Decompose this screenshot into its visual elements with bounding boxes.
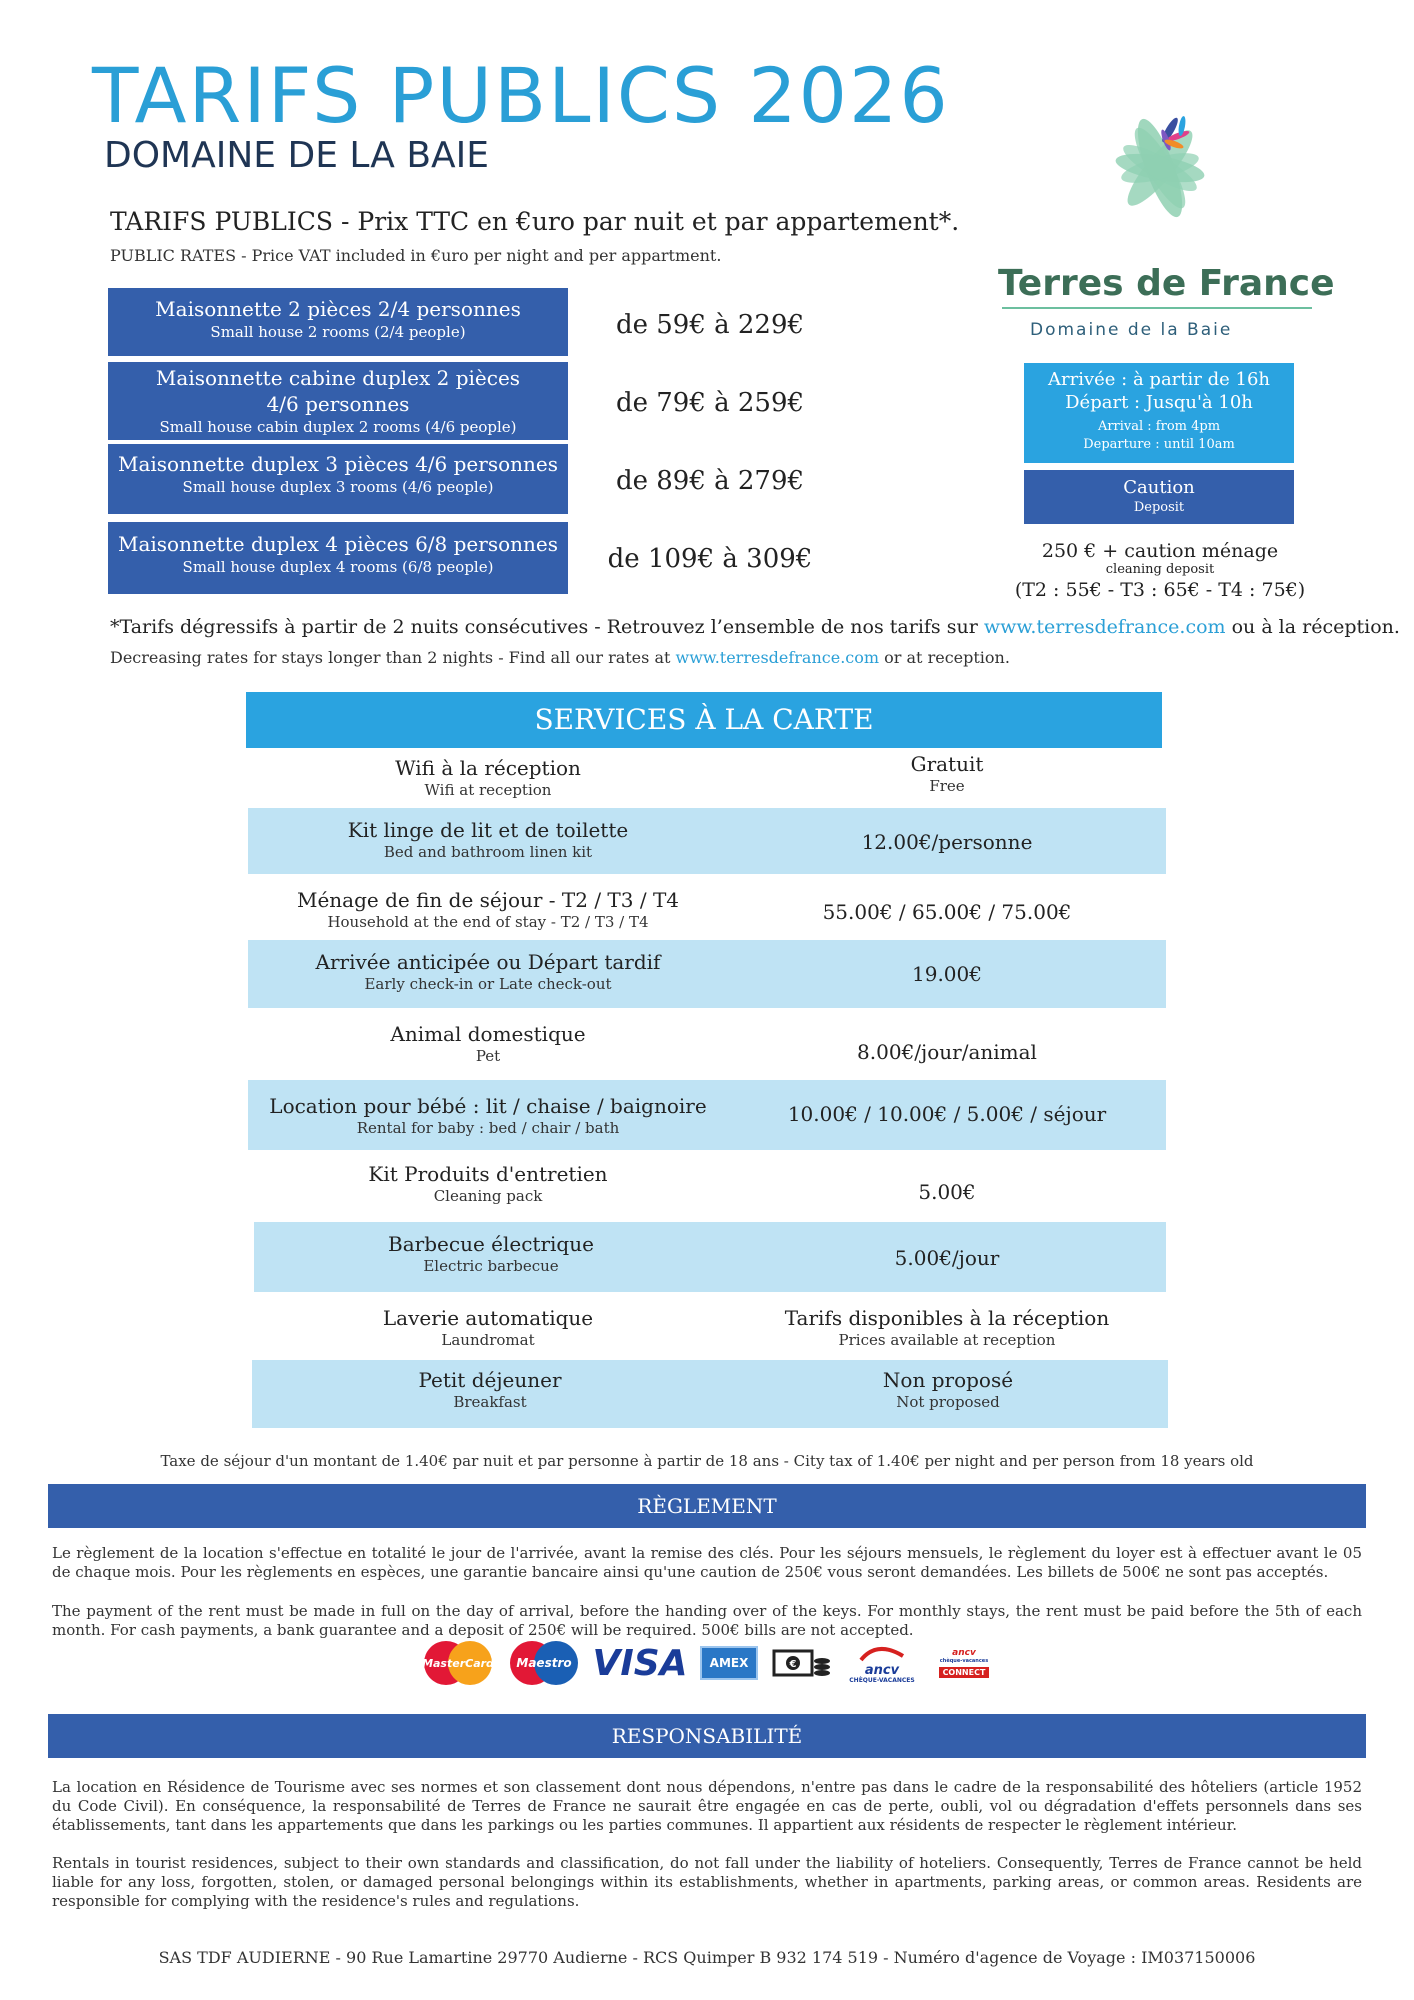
caution-label: Caution bbox=[1123, 477, 1195, 498]
unit-box bbox=[108, 444, 568, 514]
unit-name-line2: 4/6 personnes bbox=[266, 392, 410, 416]
departure-time-en: Departure : until 10am bbox=[1083, 437, 1235, 452]
service-name: Petit déjeuner bbox=[418, 1368, 562, 1392]
service-row bbox=[248, 1012, 1166, 1072]
amex-label: AMEX bbox=[700, 1646, 758, 1680]
caution-box bbox=[1024, 470, 1294, 524]
footnote-fr bbox=[110, 616, 1400, 638]
service-name-en: Wifi at reception bbox=[424, 781, 552, 799]
brand-divider bbox=[1002, 307, 1312, 309]
unit-name: Maisonnette duplex 4 pièces 6/8 personnes bbox=[117, 532, 558, 556]
responsabilite-en: Rentals in tourist residences, subject to their own standards and classification, do not fall under the liability of hoteliers. Consequently, Terres de France cannot be held liable for any loss, forgotten, stolen, or damaged personal belongings within its establishments, whether in apartments, parking areas, or common areas. Residents are responsible for complying with the residence's rules and regulations. bbox=[52, 1854, 1362, 1910]
ancv-connect-icon bbox=[934, 1640, 994, 1686]
unit-box bbox=[108, 522, 568, 594]
cash-icon bbox=[772, 1640, 832, 1686]
unit-name-en: Small house duplex 4 rooms (6/8 people) bbox=[182, 558, 494, 576]
unit-name-en: Small house cabin duplex 2 rooms (4/6 people) bbox=[159, 418, 517, 436]
visa-icon: VISA bbox=[592, 1642, 688, 1684]
service-name-en: Early check-in or Late check-out bbox=[364, 975, 612, 993]
connect-badge: CONNECT bbox=[939, 1667, 990, 1678]
reglement-en: The payment of the rent must be made in full on the day of arrival, before the handing over of the keys. For monthly stays, the rent must be paid before the 5th of each month. For cash payments, a bank guarantee and a deposit of 250€ will be required. 500€ bills are not accepted. bbox=[52, 1602, 1362, 1639]
service-name-en: Bed and bathroom linen kit bbox=[383, 843, 593, 861]
services-header: SERVICES À LA CARTE bbox=[246, 692, 1162, 748]
page-subtitle: DOMAINE DE LA BAIE bbox=[104, 135, 490, 176]
unit-price: de 109€ à 309€ bbox=[607, 544, 813, 574]
footnote-en-text: Decreasing rates for stays longer than 2 nights - Find all our rates at bbox=[110, 648, 676, 667]
service-name: Location pour bébé : lit / chaise / baignoire bbox=[269, 1094, 707, 1118]
service-price-en: Free bbox=[929, 777, 965, 795]
service-name: Ménage de fin de séjour - T2 / T3 / T4 bbox=[296, 888, 680, 912]
caution-label-en: Deposit bbox=[1133, 500, 1185, 515]
maestro-icon bbox=[506, 1640, 582, 1686]
service-row bbox=[248, 1080, 1166, 1150]
service-name-en: Household at the end of stay - T2 / T3 / T4 bbox=[327, 913, 649, 931]
deposit-amount: 250 € + caution ménage bbox=[1041, 540, 1279, 562]
service-row bbox=[248, 1296, 1166, 1358]
service-price-en: Not proposed bbox=[896, 1393, 1000, 1411]
ancv-label: ancv bbox=[864, 1662, 900, 1678]
unit-box bbox=[108, 288, 568, 356]
unit-name-en: Small house duplex 3 rooms (4/6 people) bbox=[182, 478, 494, 496]
rates-subtitle: PUBLIC RATES - Price VAT included in €uro per night and per appartment. bbox=[110, 246, 722, 265]
service-name: Animal domestique bbox=[390, 1022, 586, 1046]
service-price-en: Prices available at reception bbox=[838, 1331, 1056, 1349]
service-name: Laverie automatique bbox=[382, 1306, 594, 1330]
website-link[interactable]: www.terresdefrance.com bbox=[983, 616, 1226, 638]
ancv-connect-sub: chèque-vacances bbox=[939, 1658, 989, 1664]
footnote-en bbox=[110, 648, 1010, 667]
service-price: Non proposé bbox=[882, 1368, 1014, 1392]
service-name: Barbecue électrique bbox=[388, 1232, 594, 1256]
service-price: 10.00€ / 10.00€ / 5.00€ / séjour bbox=[787, 1102, 1107, 1126]
brand-name: Terres de France bbox=[998, 263, 1335, 304]
service-name-en: Cleaning pack bbox=[433, 1187, 543, 1205]
city-tax-note: Taxe de séjour d'un montant de 1.40€ par nuit et par personne à partir de 18 ans - City tax of 1.40€ per night and per person from 18 years old bbox=[160, 1452, 1254, 1470]
ancv-sub-label: CHÈQUE-VACANCES bbox=[849, 1676, 915, 1684]
arrival-time: Arrivée : à partir de 16h bbox=[1048, 369, 1270, 390]
service-name-en: Rental for baby : bed / chair / bath bbox=[356, 1119, 620, 1137]
unit-name-en: Small house 2 rooms (2/4 people) bbox=[210, 323, 466, 341]
service-price: 19.00€ bbox=[912, 962, 982, 986]
service-row bbox=[252, 1360, 1168, 1428]
responsabilite-header: RESPONSABILITÉ bbox=[48, 1714, 1366, 1758]
unit-price: de 59€ à 229€ bbox=[615, 310, 805, 340]
service-price: 8.00€/jour/animal bbox=[857, 1040, 1037, 1064]
service-name-en: Electric barbecue bbox=[423, 1257, 559, 1275]
ancv-cheque-vacances-icon bbox=[842, 1640, 922, 1686]
service-price: 12.00€/personne bbox=[861, 830, 1033, 854]
service-name: Kit Produits d'entretien bbox=[368, 1162, 608, 1186]
footnote-en-end: or at reception. bbox=[879, 648, 1010, 667]
deposit-details: (T2 : 55€ - T3 : 65€ - T4 : 75€) bbox=[1014, 579, 1306, 601]
rates-title: TARIFS PUBLICS - Prix TTC en €uro par nuit et par appartement*. bbox=[110, 207, 960, 236]
service-price: 55.00€ / 65.00€ / 75.00€ bbox=[822, 900, 1072, 924]
service-row bbox=[248, 1154, 1166, 1218]
footer-legal: SAS TDF AUDIERNE - 90 Rue Lamartine 29770 Audierne - RCS Quimper B 932 174 519 - Numéro d'agence de Voyage : IM037150006 bbox=[158, 1948, 1256, 1967]
arrival-info-box bbox=[1024, 363, 1294, 463]
service-price: Gratuit bbox=[910, 752, 984, 776]
unit-name: Maisonnette cabine duplex 2 pièces bbox=[155, 366, 521, 390]
service-name-en: Pet bbox=[475, 1047, 501, 1065]
ancv-connect-label: ancv bbox=[952, 1648, 976, 1658]
brand-tagline: Domaine de la Baie bbox=[1030, 320, 1233, 340]
reglement-fr: Le règlement de la location s'effectue en totalité le jour de l'arrivée, avant la remise des clés. Pour les séjours mensuels, le règlement du loyer est à effectuer avant le 05 de chaque mois. Pour les règlements en espèces, une garantie bancaire ainsi qu'une caution de 250€ vous seront demandées. Les billets de 500€ ne sont pas acceptés. bbox=[52, 1544, 1362, 1581]
unit-price: de 79€ à 259€ bbox=[615, 388, 805, 418]
deposit-info bbox=[1000, 540, 1320, 603]
service-row bbox=[248, 940, 1166, 1008]
arrival-time-en: Arrival : from 4pm bbox=[1097, 419, 1221, 434]
footnote-fr-end: ou à la réception. bbox=[1225, 616, 1400, 638]
deposit-sub: cleaning deposit bbox=[1105, 562, 1215, 577]
service-name: Kit linge de lit et de toilette bbox=[347, 818, 629, 842]
website-link[interactable]: www.terresdefrance.com bbox=[675, 648, 880, 667]
service-name: Arrivée anticipée ou Départ tardif bbox=[315, 950, 661, 974]
flower-logo-icon bbox=[1070, 80, 1250, 255]
mastercard-icon bbox=[420, 1640, 496, 1686]
reglement-header: RÈGLEMENT bbox=[48, 1484, 1366, 1528]
amex-icon bbox=[700, 1640, 758, 1686]
service-price: 5.00€ bbox=[918, 1180, 976, 1204]
unit-box bbox=[108, 362, 568, 440]
unit-price: de 89€ à 279€ bbox=[615, 466, 805, 496]
responsabilite-fr: La location en Résidence de Tourisme avec ses normes et son classement dont nous dépendons, n'entre pas dans le cadre de la responsabilité des hôteliers (article 1952 du Code Civil). En conséquence, la responsabilité de Terres de France ne saurait être engagée en cas de perte, oubli, vol ou dégradation d'effets personnels dans ses établissements, tant dans les appartements que dans les parkings ou les parties communes. Il appartient aux résidents de respecter le règlement intérieur. bbox=[52, 1778, 1362, 1834]
page-title: TARIFS PUBLICS 2026 bbox=[92, 51, 950, 140]
euro-symbol: € bbox=[789, 1659, 797, 1670]
service-row bbox=[248, 808, 1166, 874]
service-row bbox=[248, 878, 1166, 938]
unit-name: Maisonnette duplex 3 pièces 4/6 personnes bbox=[117, 452, 558, 476]
service-row bbox=[254, 1222, 1166, 1292]
departure-time: Départ : Jusqu'à 10h bbox=[1065, 392, 1253, 413]
footnote-fr-text: *Tarifs dégressifs à partir de 2 nuits consécutives - Retrouvez l’ensemble de nos tarifs sur bbox=[110, 616, 984, 638]
service-name-en: Breakfast bbox=[453, 1393, 527, 1411]
service-row bbox=[248, 752, 1166, 806]
maestro-label: Maestro bbox=[516, 1656, 572, 1670]
service-name: Wifi à la réception bbox=[395, 756, 581, 780]
service-price: Tarifs disponibles à la réception bbox=[784, 1306, 1110, 1330]
service-price: 5.00€/jour bbox=[894, 1246, 1000, 1270]
unit-name: Maisonnette 2 pièces 2/4 personnes bbox=[155, 297, 521, 321]
service-name-en: Laundromat bbox=[441, 1331, 535, 1349]
mastercard-label: MasterCard bbox=[422, 1657, 494, 1670]
